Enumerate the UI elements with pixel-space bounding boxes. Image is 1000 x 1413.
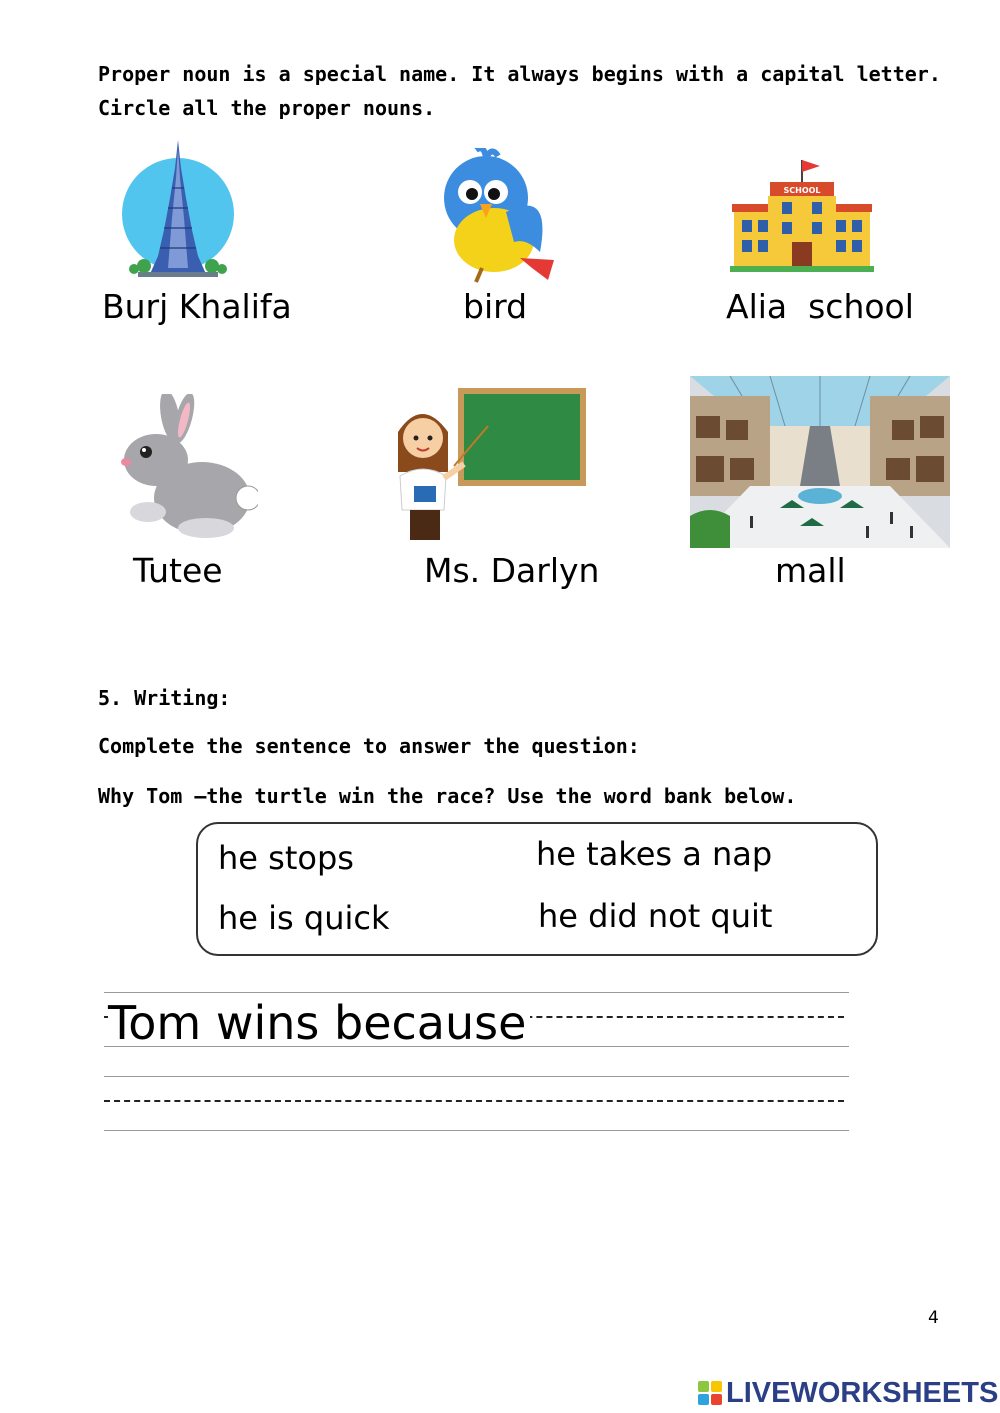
writing-heading: 5. Writing: [98,686,231,710]
logo-icon [698,1381,722,1405]
word-bank-item: he stops [218,839,354,877]
item-label-burj-khalifa: Burj Khalifa [102,287,292,326]
writing-prompt-1: Complete the sentence to answer the question: [98,734,640,758]
instruction-line-1: Proper noun is a special name. It always begins with a capital letter. [98,62,941,86]
item-label-ms-darlyn: Ms. Darlyn [424,551,600,590]
word-bank-item: he did not quit [538,897,773,935]
writing-line-dashed [104,1100,844,1102]
item-label-bird: bird [463,287,528,326]
school-picture [730,158,874,274]
sentence-starter: Tom wins because [108,1000,530,1046]
writing-line-top [104,1076,849,1077]
word-bank [196,822,878,956]
word-bank-item: he takes a nap [536,835,773,873]
item-label-tutee: Tutee [133,551,223,590]
bird-picture [436,148,564,288]
logo-text: LIVEWORKSHEETS [726,1376,999,1409]
word-bank-item: he is quick [218,899,390,937]
teacher-picture [392,386,590,540]
writing-line-top [104,992,849,993]
rabbit-picture [116,394,258,540]
writing-line-base [104,1130,849,1131]
item-label-mall: mall [775,551,846,590]
item-label-alia-school: Alia school [726,287,914,326]
page-number: 4 [928,1308,939,1328]
burj-khalifa-picture [98,138,258,280]
mall-picture [690,376,950,548]
writing-prompt-2: Why Tom –the turtle win the race? Use the word bank below. [98,784,797,808]
liveworksheets-logo [698,1376,998,1410]
instruction-line-2: Circle all the proper nouns. [98,96,436,120]
school-sign-text: SCHOOL [783,186,821,195]
